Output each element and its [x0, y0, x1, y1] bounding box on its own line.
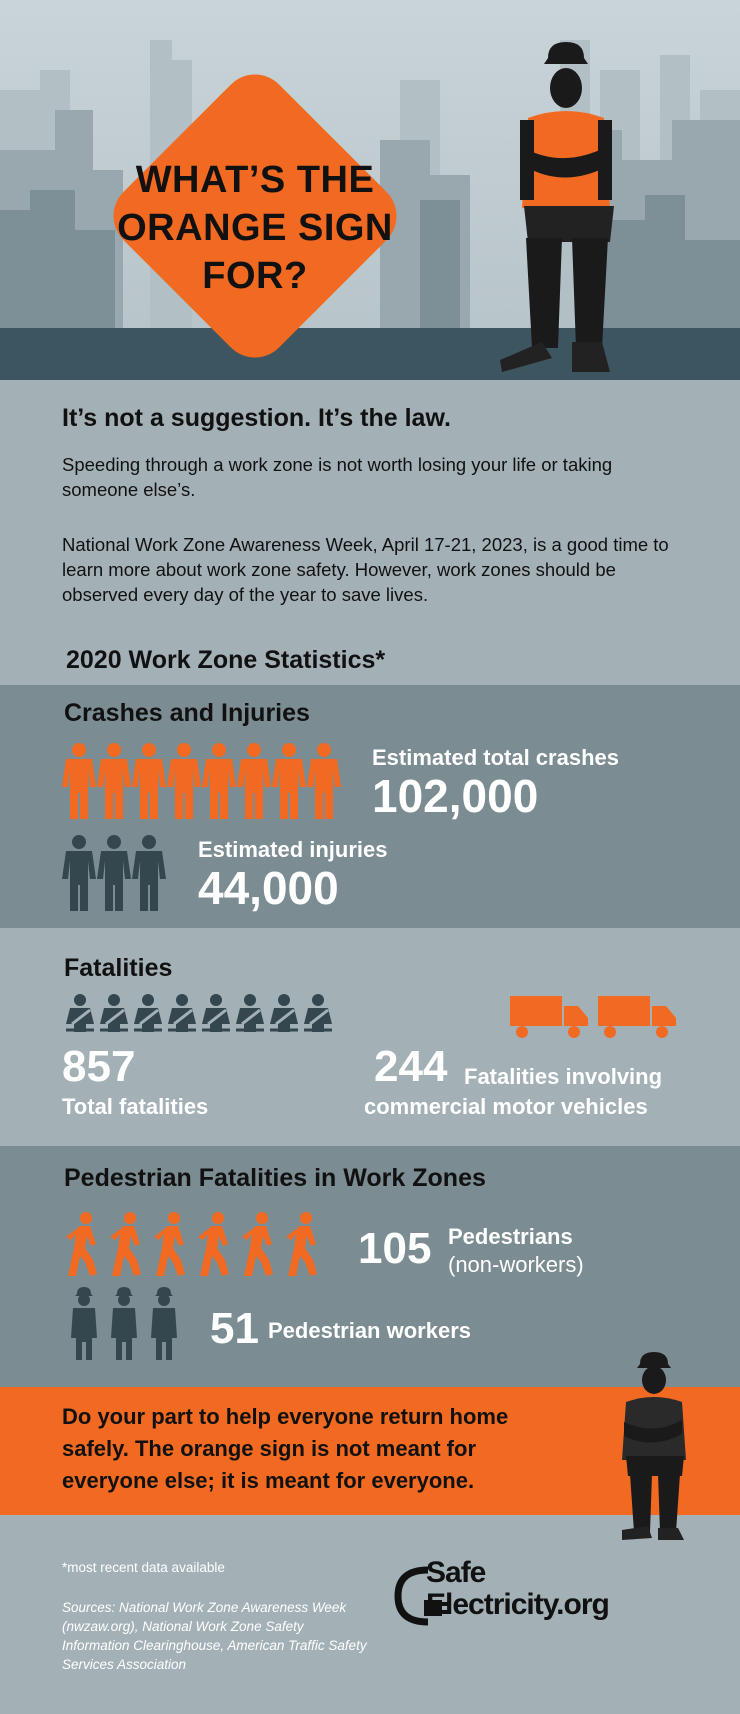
- seatbelt-person-icon: [132, 994, 164, 1034]
- orange-warning-sign: [90, 56, 420, 376]
- worker-person-icon: [70, 1286, 98, 1362]
- walking-pedestrian-icons: [66, 1212, 320, 1276]
- seatbelt-person-icon: [98, 994, 130, 1034]
- crashes-title: Crashes and Injuries: [64, 699, 310, 727]
- injury-people-icons: [62, 835, 166, 911]
- footnote: *most recent data available: [62, 1560, 225, 1575]
- person-icon: [307, 743, 341, 819]
- seatbelt-person-icon: [64, 994, 96, 1034]
- pedestrian-nonworkers-label-1: Pedestrians: [448, 1224, 573, 1249]
- intro-paragraph-1: Speeding through a work zone is not worth losing your life or taking someone else’s.: [62, 454, 613, 500]
- person-icon: [62, 743, 96, 819]
- sign-line-2: ORANGE SIGN: [117, 207, 393, 249]
- pedestrian-workers-value: 51: [210, 1304, 259, 1353]
- sign-headline: [90, 156, 420, 300]
- person-icon: [132, 743, 166, 819]
- fatalities-title: Fatalities: [64, 954, 173, 982]
- person-icon: [167, 743, 201, 819]
- cmv-label-line-1: Fatalities involving: [464, 1064, 663, 1089]
- total-fatalities-value: 857: [62, 1042, 136, 1091]
- seatbelt-person-icon: [200, 994, 232, 1034]
- seatbelt-people-icons: [64, 994, 334, 1034]
- intro-paragraph-2: National Work Zone Awareness Week, April 17-21, 2023, is a good time to learn more about work zone safety. However, work zones should be observed every day of the year to save lives.: [62, 534, 669, 605]
- cta-line-3a: everyone else;: [62, 1468, 221, 1493]
- walking-person-icon: [286, 1212, 320, 1276]
- walking-person-icon: [66, 1212, 100, 1276]
- cmv-label-line-2: commercial motor vehicles: [364, 1094, 648, 1119]
- safe-electricity-logo: [392, 1556, 692, 1632]
- person-icon: [97, 835, 131, 911]
- pedestrian-nonworkers-label-2: (non-workers): [448, 1252, 584, 1277]
- sources-text: Sources: National Work Zone Awareness Week (nwzaw.org), National Work Zone Safety Information Clearinghouse, American Traffic Safety Services Association: [62, 1600, 367, 1672]
- fatalities-section: [0, 928, 740, 1146]
- walking-person-icon: [242, 1212, 276, 1276]
- pedestrian-title: Pedestrian Fatalities in Work Zones: [64, 1164, 486, 1192]
- logo-text-top: Safe: [426, 1556, 486, 1589]
- total-fatalities-label: Total fatalities: [62, 1094, 209, 1119]
- cmv-fatalities-value: 244: [374, 1042, 448, 1091]
- seatbelt-person-icon: [268, 994, 300, 1034]
- person-icon: [202, 743, 236, 819]
- truck-icons: [508, 994, 680, 1040]
- crashes-section: [0, 685, 740, 928]
- walking-person-icon: [198, 1212, 232, 1276]
- worker-silhouette-hero: [500, 42, 614, 372]
- seatbelt-person-icon: [302, 994, 334, 1034]
- pedestrian-nonworkers-value: 105: [358, 1224, 432, 1273]
- worker-silhouette-cta: [612, 1350, 692, 1542]
- injuries-label: Estimated injuries: [198, 837, 388, 862]
- cta-line-3b: it is meant for everyone.: [220, 1468, 475, 1493]
- crashes-total-value: 102,000: [372, 770, 539, 822]
- walking-person-icon: [154, 1212, 188, 1276]
- crashes-total-label: Estimated total crashes: [372, 745, 619, 770]
- hero-banner: [0, 0, 740, 380]
- worker-person-icon: [110, 1286, 138, 1362]
- pedestrian-workers-label: Pedestrian workers: [268, 1318, 471, 1343]
- cta-line-2: safely. The orange sign is not meant for: [62, 1436, 477, 1461]
- person-icon: [132, 835, 166, 911]
- person-icon: [272, 743, 306, 819]
- walking-person-icon: [110, 1212, 144, 1276]
- worker-person-icon: [150, 1286, 178, 1362]
- crash-people-icons: [62, 743, 341, 819]
- person-icon: [62, 835, 96, 911]
- seatbelt-person-icon: [166, 994, 198, 1034]
- call-to-action-text: [62, 1401, 582, 1497]
- intro-title: It’s not a suggestion. It’s the law.: [62, 404, 451, 432]
- stats-heading: 2020 Work Zone Statistics*: [66, 646, 386, 674]
- logo-text-bottom: Electricity.org: [426, 1588, 609, 1621]
- seatbelt-person-icon: [234, 994, 266, 1034]
- injuries-value: 44,000: [198, 862, 339, 914]
- sign-line-3: FOR?: [202, 255, 308, 297]
- cta-line-3: [62, 1465, 582, 1497]
- sign-line-1: WHAT’S THE: [135, 159, 375, 201]
- cta-line-1: Do your part to help everyone return home: [62, 1404, 509, 1429]
- person-icon: [97, 743, 131, 819]
- person-icon: [237, 743, 271, 819]
- worker-pedestrian-icons: [70, 1286, 178, 1362]
